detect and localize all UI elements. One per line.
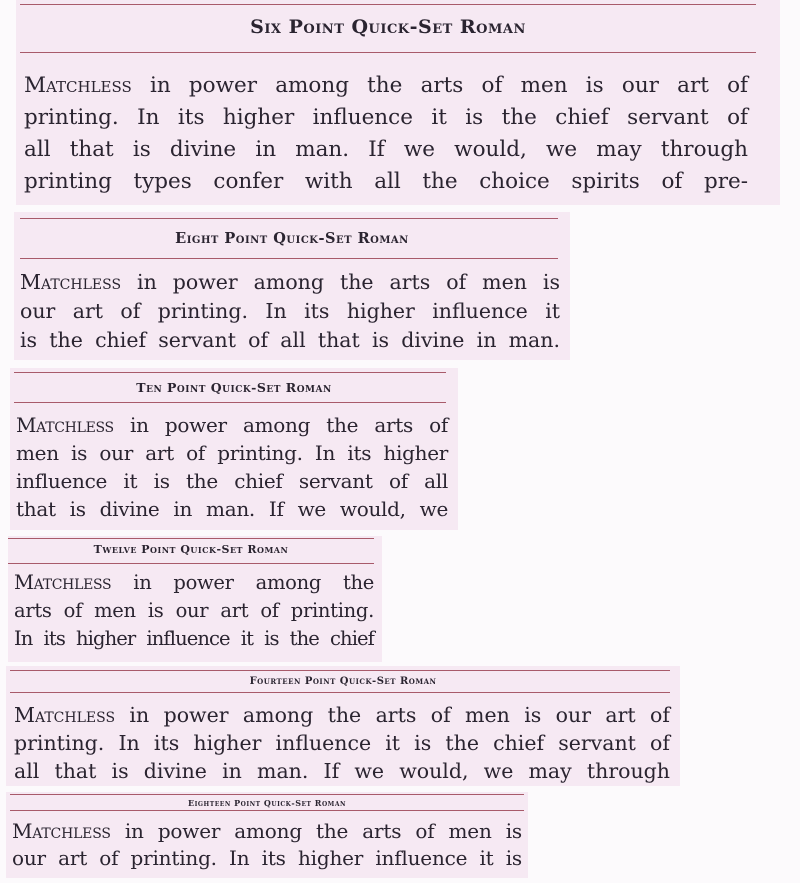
top-rule [14,372,446,373]
specimen-heading: Eighteen Point Quick-Set Roman [188,798,346,808]
body-line: is the chief servant of all that is divine in man. [20,328,560,352]
specimen-fourteen-point [6,666,680,786]
body-line: Matchless in power among the arts of men is [20,270,560,294]
body-line: all that is divine in man. If we would, we may through [14,759,670,783]
body-line: all that is divine in man. If we would, we may through [24,137,748,162]
body-line: printing. In its higher influence it is the chief servant of [24,105,748,130]
body-line: influence it is the chief servant of all [16,469,448,493]
specimen-heading: Twelve Point Quick-Set Roman [93,543,289,556]
lead-word: Matchless [14,703,116,727]
top-rule [20,4,756,5]
specimen-body [16,411,448,523]
top-rule [10,670,670,671]
body-line: our art of printing. In its higher influence it [20,299,560,323]
body-line: printing. In its higher influence it is the chief servant of [14,731,670,755]
bottom-rule [10,810,524,811]
specimen-heading: Six Point Quick-Set Roman [250,16,526,38]
specimen-eight-point [14,212,570,360]
top-rule [10,794,524,795]
lead-word: Matchless [12,819,111,843]
lead-word: Matchless [24,73,132,98]
specimen-body [24,70,748,198]
bottom-rule [14,402,446,403]
body-line: printing types confer with all the choice spirits of pre- [24,169,748,194]
body-line: Matchless in power among the arts of men is our art of [24,73,748,98]
top-rule [8,538,374,539]
body-line: Matchless in power among the [14,571,374,594]
specimen-heading: Eight Point Quick-Set Roman [175,230,409,247]
body-line: that is divine in man. If we would, we [16,497,448,521]
body-line: Matchless in power among the arts of [16,413,448,437]
bottom-rule [20,52,756,53]
specimen-body [14,569,374,653]
lead-word: Matchless [16,413,114,437]
body-line: arts of men is our art of printing. [14,599,374,622]
bottom-rule [8,563,374,564]
lead-word: Matchless [14,571,112,594]
specimen-six-point [16,0,780,205]
specimen-body [12,818,522,872]
specimen-heading: Fourteen Point Quick-Set Roman [249,676,437,687]
bottom-rule [20,258,558,259]
specimen-body [14,701,670,785]
body-line: In its higher influence it is the chief [14,627,374,650]
specimen-ten-point [10,368,458,530]
lead-word: Matchless [20,270,122,294]
specimen-heading: Ten Point Quick-Set Roman [136,380,332,395]
body-line: men is our art of printing. In its higher [16,441,448,465]
specimen-eighteen-point [6,792,528,878]
top-rule [20,218,558,219]
specimen-body [20,268,560,355]
body-line: Matchless in power among the arts of men is our art of [14,703,670,727]
specimen-twelve-point [8,536,382,662]
body-line: our art of printing. In its higher influence it is [12,846,522,870]
bottom-rule [10,692,670,693]
body-line: Matchless in power among the arts of men is [12,819,522,843]
